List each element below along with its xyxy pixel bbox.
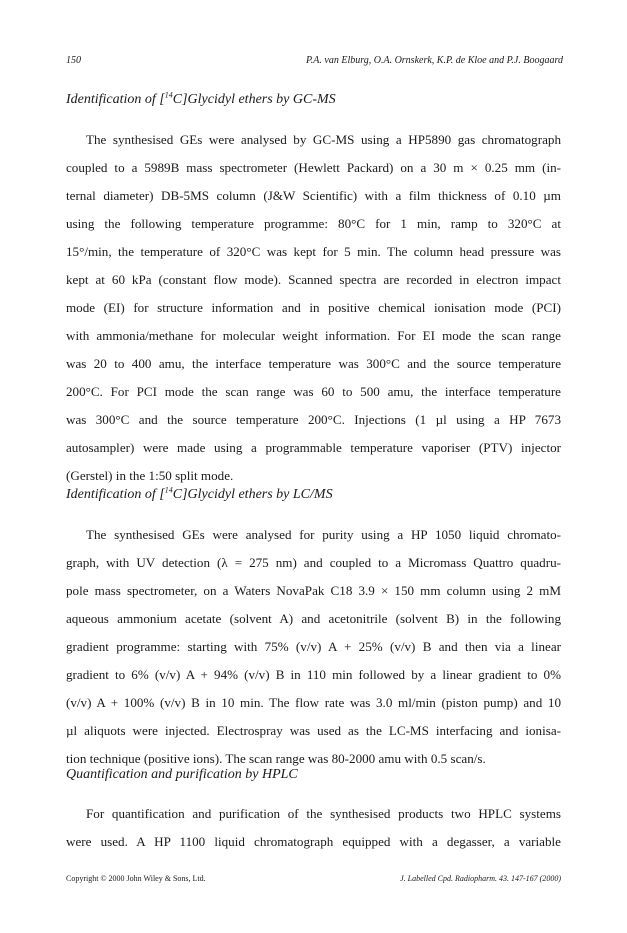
body-line: pole mass spectrometer, on a Waters NovaPak C18 3.9 × 150 mm column using 2 mM: [66, 583, 561, 598]
section-body-gc-ms: [66, 126, 561, 490]
body-line: (v/v) A + 100% (v/v) B in 10 min. The flow rate was 3.0 ml/min (piston pump) and 10: [66, 695, 561, 710]
body-line: with ammonia/methane for molecular weight information. For EI mode the scan range: [66, 328, 561, 343]
section-heading-hplc: [66, 767, 298, 783]
body-line: aqueous ammonium acetate (solvent A) and acetonitrile (solvent B) in the following: [66, 611, 561, 626]
body-line: ternal diameter) DB-5MS column (J&W Scientific) with a film thickness of 0.10 µm: [66, 188, 561, 203]
body-line: autosampler) were made using a programmable temperature vaporiser (PTV) injector: [66, 440, 561, 455]
body-line: The synthesised GEs were analysed by GC-MS using a HP5890 gas chromatograph: [86, 132, 561, 147]
copyright-notice: Copyright © 2000 John Wiley & Sons, Ltd.: [66, 874, 206, 883]
body-line: µl aliquots were injected. Electrospray was used as the LC-MS interfacing and ionisa-: [66, 723, 561, 738]
isotope-superscript: 14: [164, 485, 173, 495]
body-line: gradient programme: starting with 75% (v/v) A + 25% (v/v) B and then via a linear: [66, 639, 561, 654]
section-heading-lc-ms: [66, 487, 333, 503]
body-line: kept at 60 kPa (constant flow mode). Scanned spectra are recorded in electron impact: [66, 272, 561, 287]
body-line: using the following temperature programme: 80°C for 1 min, ramp to 320°C at: [66, 216, 561, 231]
body-line: was 20 to 400 amu, the interface temperature was 300°C and the source temperature: [66, 356, 561, 371]
section-body-hplc: [66, 800, 561, 856]
section-body-lc-ms: [66, 521, 561, 773]
body-line: 200°C. For PCI mode the scan range was 60 to 500 amu, the interface temperature: [66, 384, 561, 399]
page-header: [66, 55, 563, 69]
section-heading-gc-ms: [66, 92, 336, 108]
body-line: were used. A HP 1100 liquid chromatograph equipped with a degasser, a variable: [66, 834, 561, 849]
heading-text: C]Glycidyl ethers by GC-MS: [172, 92, 336, 107]
heading-text: C]Glycidyl ethers by LC/MS: [172, 487, 333, 502]
body-line: gradient to 6% (v/v) A + 94% (v/v) B in 110 min followed by a linear gradient to 0%: [66, 667, 561, 682]
running-head: P.A. van Elburg, O.A. Ornskerk, K.P. de Kloe and P.J. Boogaard: [305, 55, 563, 66]
heading-text: Identification of [: [66, 92, 165, 107]
body-line: For quantification and purification of the synthesised products two HPLC systems: [86, 806, 561, 821]
journal-citation: J. Labelled Cpd. Radiopharm. 43. 147-167 (2000): [400, 874, 561, 883]
body-line: 15°/min, the temperature of 320°C was kept for 5 min. The column head pressure was: [66, 244, 561, 259]
body-line: The synthesised GEs were analysed for purity using a HP 1050 liquid chromato-: [86, 527, 561, 542]
heading-text: Quantification and purification by HPLC: [66, 767, 298, 782]
body-line: tion technique (positive ions). The scan range was 80-2000 amu with 0.5 scan/s.: [66, 751, 486, 766]
body-line: was 300°C and the source temperature 200°C. Injections (1 µl using a HP 7673: [66, 412, 561, 427]
isotope-superscript: 14: [164, 90, 173, 100]
body-line: coupled to a 5989B mass spectrometer (Hewlett Packard) on a 30 m × 0.25 mm (in-: [66, 160, 561, 175]
body-line: graph, with UV detection (λ = 275 nm) and coupled to a Micromass Quattro quadru-: [66, 555, 561, 570]
heading-text: Identification of [: [66, 487, 165, 502]
page-number: 150: [66, 55, 81, 66]
body-line: (Gerstel) in the 1:50 split mode.: [66, 468, 234, 483]
body-line: mode (EI) for structure information and in positive chemical ionisation mode (PCI): [66, 300, 561, 315]
